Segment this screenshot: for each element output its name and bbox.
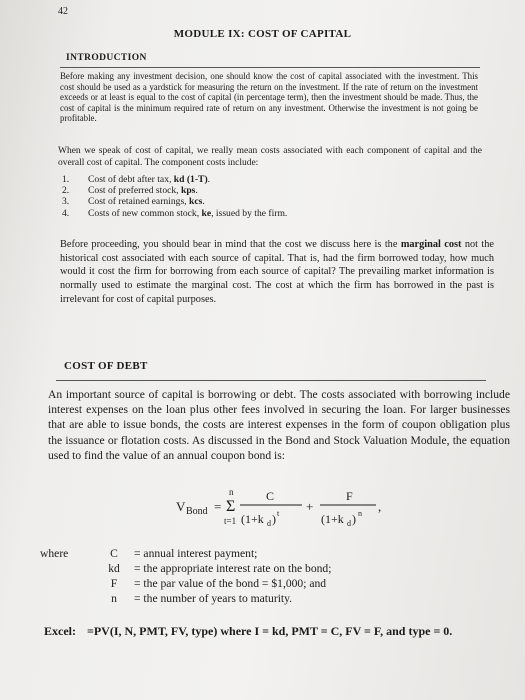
introduction-paragraph: Before making any investment decision, one should know the cost of capital associated with the investment. This cost should be used as a yardstick for measuring the return on the investment. If the rate of return on the investment exceeds or at least is equal to the cost of capital (in percentage term), then the investment should be made. Thus, the cost of capital is the minimum required rate of return on any investment. Otherwise the investment is not going be profitable. bbox=[60, 71, 478, 124]
formula-denominator-1: (1+k bbox=[241, 512, 264, 526]
formula-equals: = bbox=[214, 499, 222, 514]
formula-denominator-1-sub: d bbox=[267, 519, 271, 528]
list-item: 4. Costs of new common stock, ke, issued by the firm. bbox=[62, 207, 288, 219]
definition-row: F = the par value of the bond = $1,000; and bbox=[110, 577, 327, 590]
formula-denominator-2: (1+k bbox=[321, 512, 344, 526]
formula-plus: + bbox=[306, 499, 314, 514]
component-cost-list bbox=[62, 174, 462, 219]
variable-definitions bbox=[40, 546, 480, 606]
excel-label: Excel: bbox=[44, 624, 76, 638]
marginal-cost-paragraph: Before proceeding, you should bear in mind that the cost we discuss here is the marginal cost not the historical cost associated with each source of capital. That is, had the firm borrowed today, how much would it cost the firm for borrowing from each source of capital? The prevailing market information is normally used to estimate the marginal cost. The cost at which the firm has borrowed in the past is irrelevant for cost of capital purposes. bbox=[60, 239, 494, 305]
formula-sigma: Σ bbox=[226, 498, 236, 515]
formula-sum-lower: t=1 bbox=[224, 516, 237, 526]
list-item: 1. Cost of debt after tax, kd (1-T). bbox=[62, 174, 211, 185]
formula-denominator-2-sub: d bbox=[347, 519, 351, 528]
list-item: 2. Cost of preferred stock, kps. bbox=[62, 185, 198, 197]
formula-denominator-1-close: ) bbox=[272, 512, 276, 526]
formula-exponent-t: t bbox=[277, 509, 280, 518]
cost-of-debt-paragraph: An important source of capital is borrowing or debt. The costs associated with borrowing include interest expenses on the loan plus other fees involved in securing the loan. For larger businesses that are able to issue bonds, the costs are interest expenses in the form of coupon obligation plus the issuance or flotation costs. As discussed in the Bond and Stock Valuation Module, the equation used to find the value of an annual coupon bond is: bbox=[48, 388, 510, 462]
formula-v: V bbox=[176, 499, 186, 514]
heading-rule bbox=[56, 380, 486, 381]
definition-row: n = the number of years to maturity. bbox=[111, 592, 293, 605]
list-item: 3. Cost of retained earnings, kcs. bbox=[62, 196, 205, 208]
formula-exponent-n: n bbox=[358, 509, 362, 518]
page-number: 42 bbox=[58, 6, 68, 17]
components-intro-paragraph: When we speak of cost of capital, we really mean costs associated with each component of capital and the overall cost of capital. The component costs include: bbox=[58, 146, 482, 168]
formula-v-sub: Bond bbox=[186, 506, 208, 517]
excel-function-note bbox=[44, 624, 514, 639]
definition-row: kd = the appropriate interest rate on the bond; bbox=[108, 562, 332, 575]
formula-sum-upper: n bbox=[229, 487, 234, 497]
formula-denominator-2-close: ) bbox=[352, 512, 356, 526]
introduction-heading: INTRODUCTION bbox=[66, 53, 147, 63]
cost-of-debt-heading: COST OF DEBT bbox=[64, 360, 148, 372]
heading-rule bbox=[60, 67, 480, 68]
bond-value-formula bbox=[140, 478, 440, 538]
definition-row: where C = annual interest payment; bbox=[40, 547, 258, 560]
formula-numerator-c: C bbox=[266, 489, 275, 503]
module-title: MODULE IX: COST OF CAPITAL bbox=[173, 28, 352, 40]
formula-numerator-f: F bbox=[346, 489, 353, 503]
excel-formula: =PV(I, N, PMT, FV, type) where I = kd, PMT = C, FV = F, and type = 0. bbox=[87, 624, 453, 638]
formula-comma: , bbox=[378, 499, 382, 514]
